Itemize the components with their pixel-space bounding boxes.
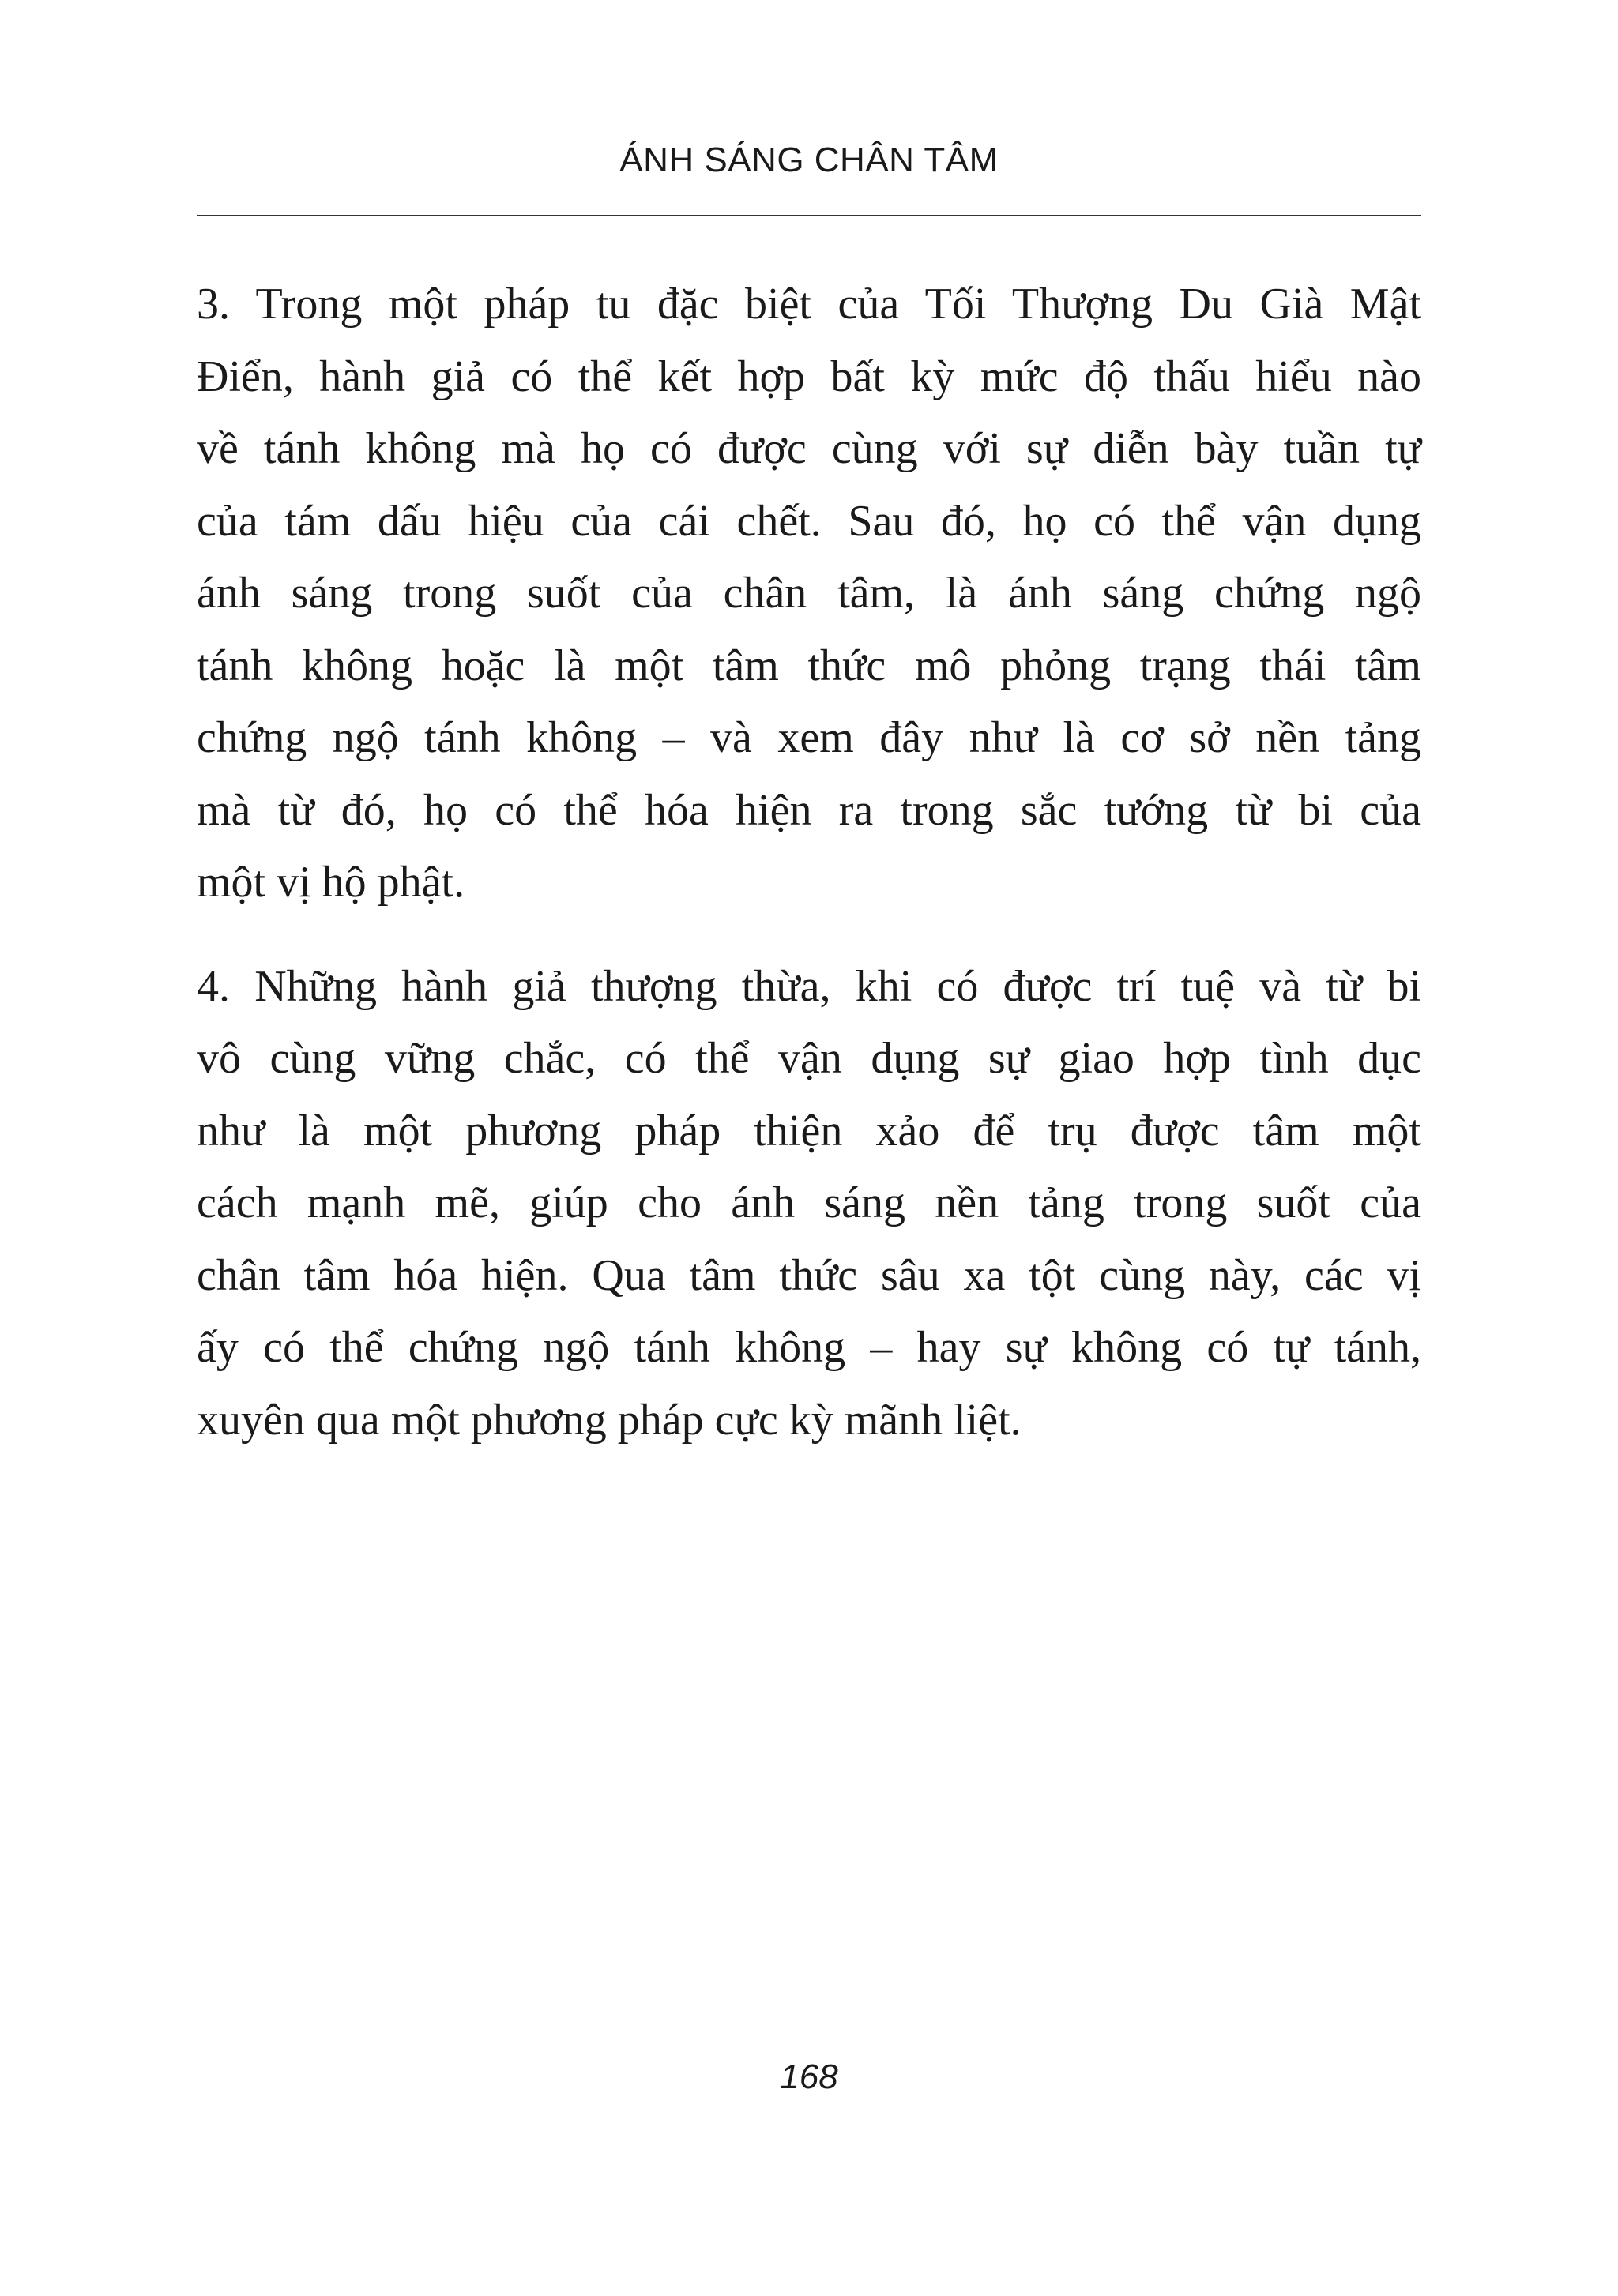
- text-line: xuyên qua một phương pháp cực kỳ mãnh liệt.: [197, 1395, 1022, 1445]
- header-rule: [197, 215, 1421, 216]
- text-line: cách mạnh mẽ, giúp cho ánh sáng nền tảng trong suốt của: [197, 1178, 1421, 1227]
- text-line: ấy có thể chứng ngộ tánh không – hay sự không có tự tánh,: [197, 1323, 1421, 1372]
- text-line: của tám dấu hiệu của cái chết. Sau đó, họ có thể vận dụng: [197, 496, 1421, 546]
- text-line: Điển, hành giả có thể kết hợp bất kỳ mức độ thấu hiểu nào: [197, 351, 1421, 401]
- text-line: 3. Trong một pháp tu đặc biệt của Tối Thượng Du Già Mật: [197, 280, 1421, 329]
- text-line: 4. Những hành giả thượng thừa, khi có được trí tuệ và từ bi: [197, 961, 1421, 1011]
- text-line: một vị hộ phật.: [197, 858, 465, 907]
- text-line: chân tâm hóa hiện. Qua tâm thức sâu xa tột cùng này, các vị: [197, 1250, 1421, 1300]
- text-line: tánh không hoặc là một tâm thức mô phỏng trạng thái tâm: [197, 641, 1421, 690]
- body-text: [197, 269, 1421, 1488]
- text-line: như là một phương pháp thiện xảo để trụ được tâm một: [197, 1106, 1421, 1156]
- paragraph-3: [197, 269, 1421, 919]
- text-line: vô cùng vững chắc, có thể vận dụng sự giao hợp tình dục: [197, 1034, 1421, 1083]
- text-line: chứng ngộ tánh không – và xem đây như là cơ sở nền tảng: [197, 713, 1421, 762]
- text-line: ánh sáng trong suốt của chân tâm, là ánh sáng chứng ngộ: [197, 569, 1421, 618]
- running-header: ÁNH SÁNG CHÂN TÂM: [619, 141, 999, 179]
- text-line: mà từ đó, họ có thể hóa hiện ra trong sắc tướng từ bi của: [197, 785, 1421, 835]
- paragraph-4: [197, 951, 1421, 1457]
- text-line: về tánh không mà họ có được cùng với sự diễn bày tuần tự: [197, 424, 1421, 473]
- page-number: 168: [780, 2057, 838, 2096]
